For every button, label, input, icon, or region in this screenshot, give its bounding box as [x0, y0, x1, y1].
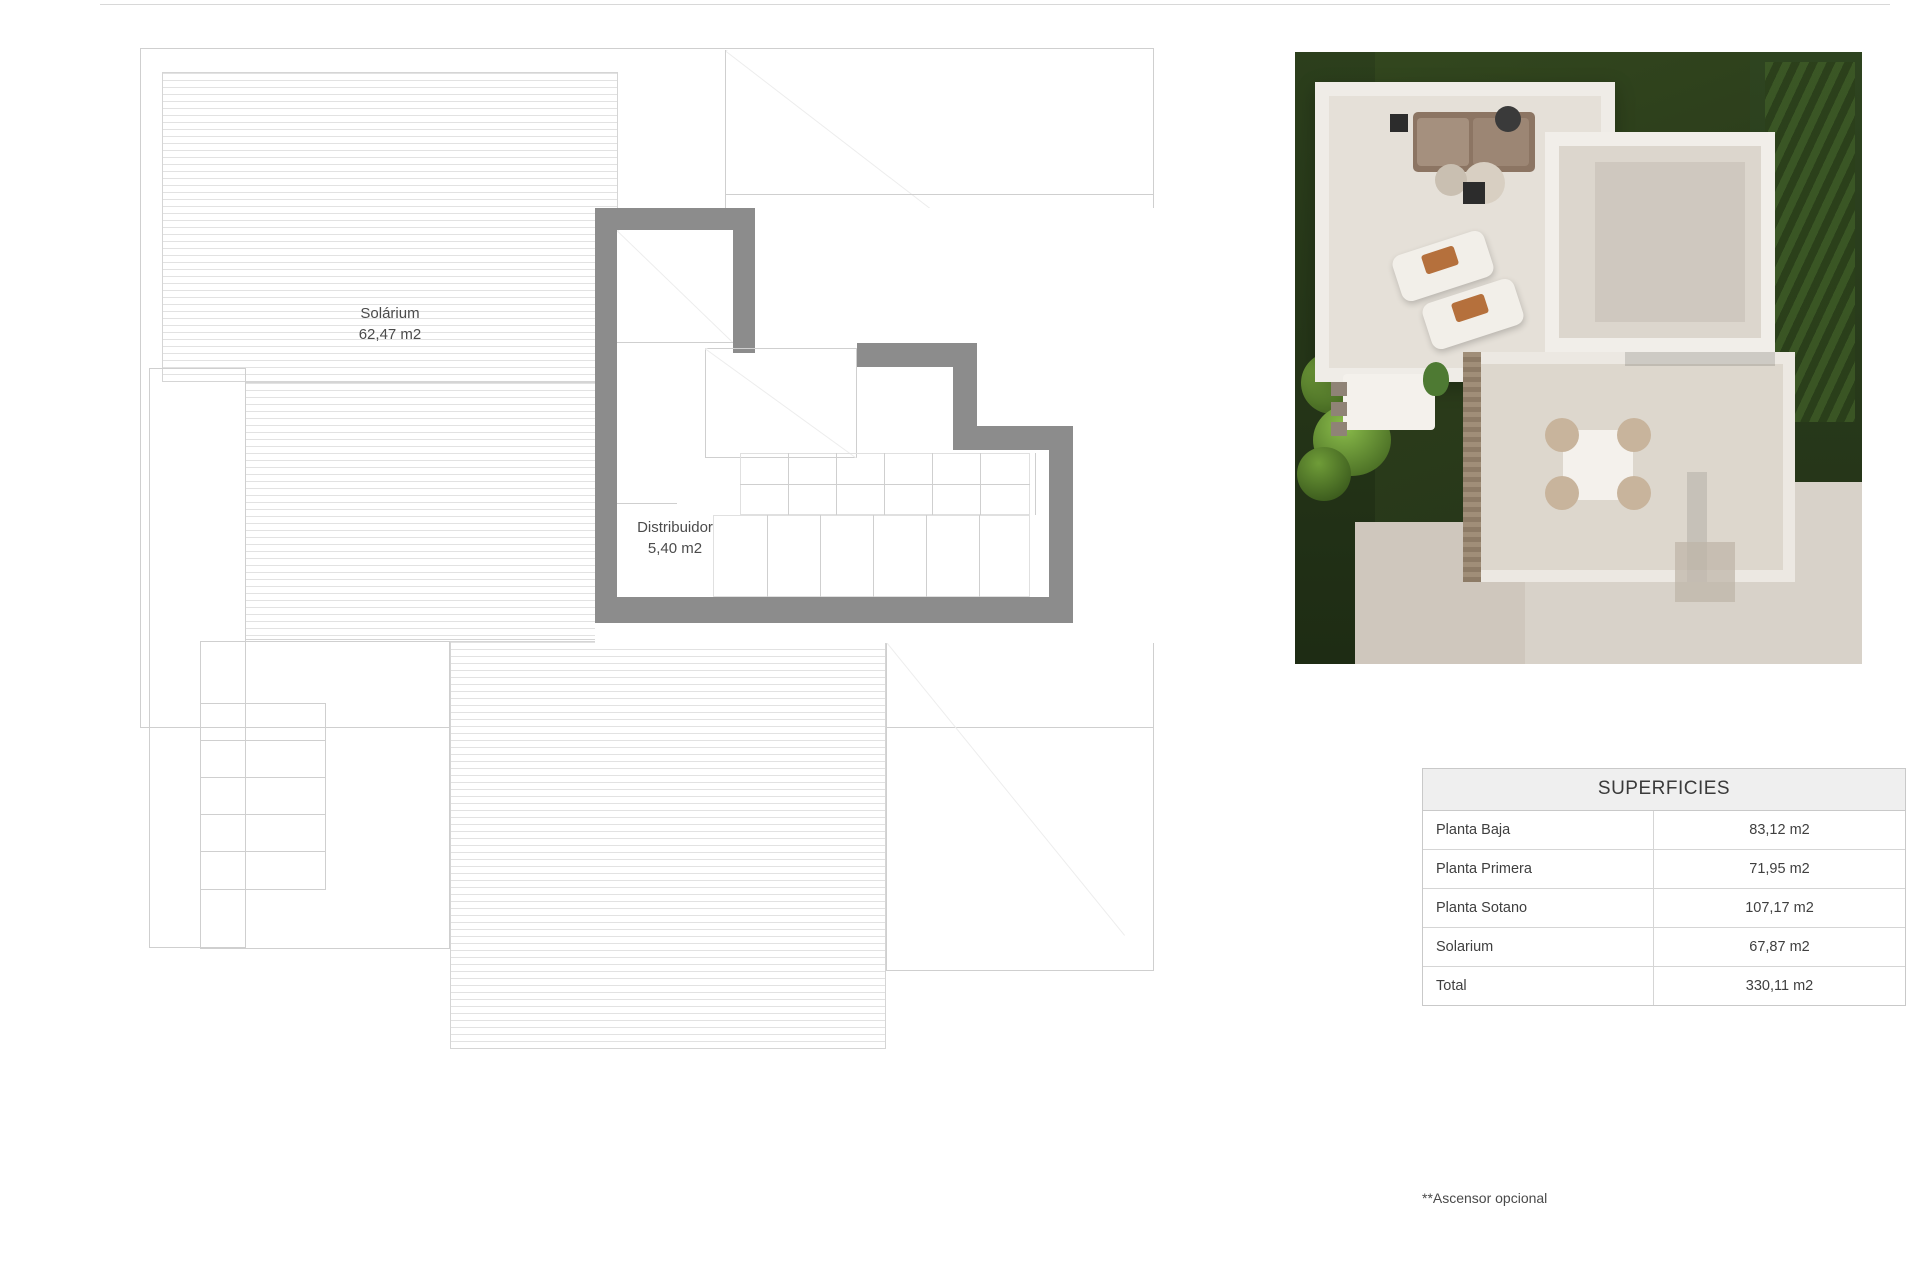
stairs-lower	[713, 515, 1030, 597]
wall-right-vertical	[1049, 426, 1073, 598]
grid-line-4	[200, 851, 326, 852]
footnote-elevator: **Ascensor opcional	[1422, 1190, 1548, 1206]
wall-chimney-left	[595, 208, 617, 353]
door-opening-left	[617, 503, 677, 504]
room-label-distribuidor-name: Distribuidor	[637, 519, 713, 536]
room-label-distribuidor-area: 5,40 m2	[647, 540, 703, 557]
stair-step-l1	[767, 515, 768, 597]
plan-divider-horizontal-1	[725, 194, 1153, 195]
floor-plan	[140, 48, 1180, 1178]
grid-line-2	[200, 777, 326, 778]
table-cell-label: Total	[1423, 967, 1654, 1005]
table-cell-label: Planta Primera	[1423, 850, 1654, 888]
room-label-distribuidor	[595, 517, 755, 559]
wall-bottom	[595, 597, 1073, 623]
table-cell-label: Planta Sotano	[1423, 889, 1654, 927]
chimney-cross-icon	[617, 230, 733, 342]
room-label-solarium-name: Solárium	[360, 305, 420, 322]
rooftop-render-image	[1295, 52, 1862, 664]
table-row	[1423, 889, 1905, 928]
door-opening-right	[1035, 453, 1036, 515]
plan-lower-left-grid	[200, 703, 326, 890]
chimney-base-line	[617, 342, 733, 343]
grid-line-1	[200, 740, 326, 741]
table-cell-label: Solarium	[1423, 928, 1654, 966]
wall-chimney	[595, 208, 755, 230]
roof-panel-cross-bottom	[886, 641, 1154, 971]
stair-run-line	[740, 484, 1030, 485]
table-row	[1423, 850, 1905, 889]
stair-step-l3	[873, 515, 874, 597]
table-cell-value: 107,17 m2	[1745, 900, 1814, 916]
wall-chimney-right	[733, 208, 755, 353]
table-row-total	[1423, 967, 1905, 1005]
table-row	[1423, 928, 1905, 967]
solarium-hatch-middle	[245, 382, 617, 640]
stair-step-l4	[926, 515, 927, 597]
stair-step-l5	[979, 515, 980, 597]
room-label-solarium-area: 62,47 m2	[358, 326, 422, 343]
header-divider	[100, 4, 1890, 5]
surfaces-table-title: SUPERFICIES	[1423, 769, 1905, 811]
table-cell-value: 71,95 m2	[1749, 861, 1810, 877]
table-row	[1423, 811, 1905, 850]
grid-line-3	[200, 814, 326, 815]
table-cell-label: Planta Baja	[1423, 811, 1654, 849]
room-label-solarium	[310, 303, 470, 345]
stair-step-l2	[820, 515, 821, 597]
table-cell-value: 83,12 m2	[1749, 822, 1810, 838]
table-cell-value: 67,87 m2	[1749, 939, 1810, 955]
surfaces-table	[1422, 768, 1906, 1006]
table-cell-value: 330,11 m2	[1745, 978, 1814, 994]
shaft-cross-icon	[705, 348, 857, 458]
wall-left-lower	[595, 353, 617, 597]
solarium-hatch-lower	[450, 641, 886, 1049]
